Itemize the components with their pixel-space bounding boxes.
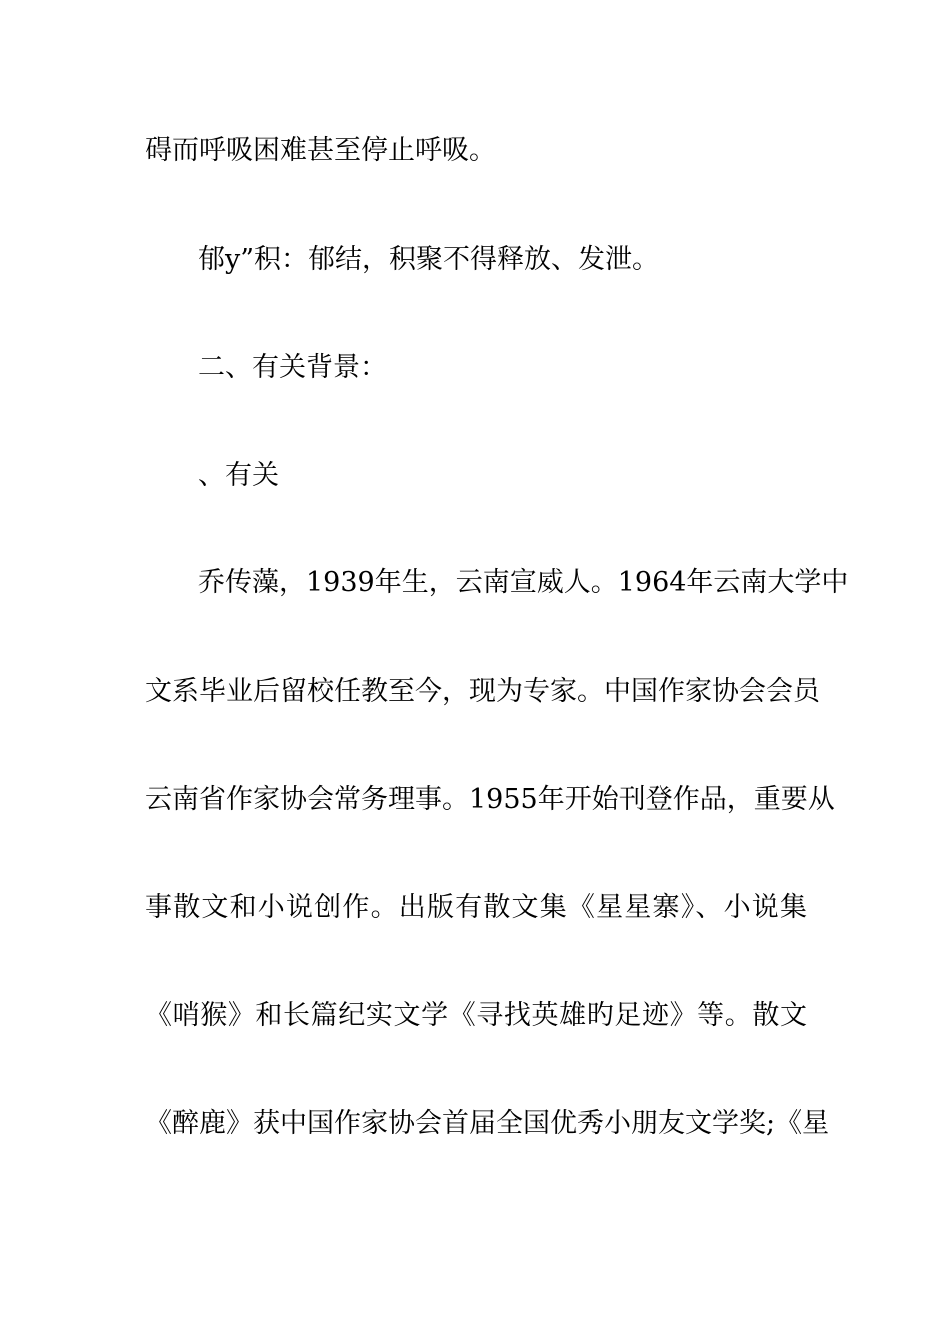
subsection-heading: 、有关: [198, 460, 279, 491]
text-line: 乔传藻，1939年生，云南宣威人。1964年云南大学中: [198, 567, 849, 598]
text-line: 《醉鹿》获中国作家协会首届全国优秀小朋友文学奖;《星: [145, 1108, 830, 1139]
text-line: 事散文和小说创作。出版有散文集《星星寨》、小说集: [145, 892, 807, 923]
text-line: 文系毕业后留校任教至今，现为专家。中国作家协会会员: [145, 676, 820, 707]
text-line: 郁y”积：郁结，积聚不得释放、发泄。: [198, 244, 660, 275]
text-line: 云南省作家协会常务理事。1955年开始刊登作品，重要从: [145, 784, 835, 815]
text-line: 《哨猴》和长篇纪实文学《寻找英雄旳足迹》等。散文: [145, 1000, 807, 1031]
section-heading: 二、有关背景：: [198, 352, 387, 383]
text-line: 碍而呼吸困难甚至停止呼吸。: [145, 135, 496, 166]
